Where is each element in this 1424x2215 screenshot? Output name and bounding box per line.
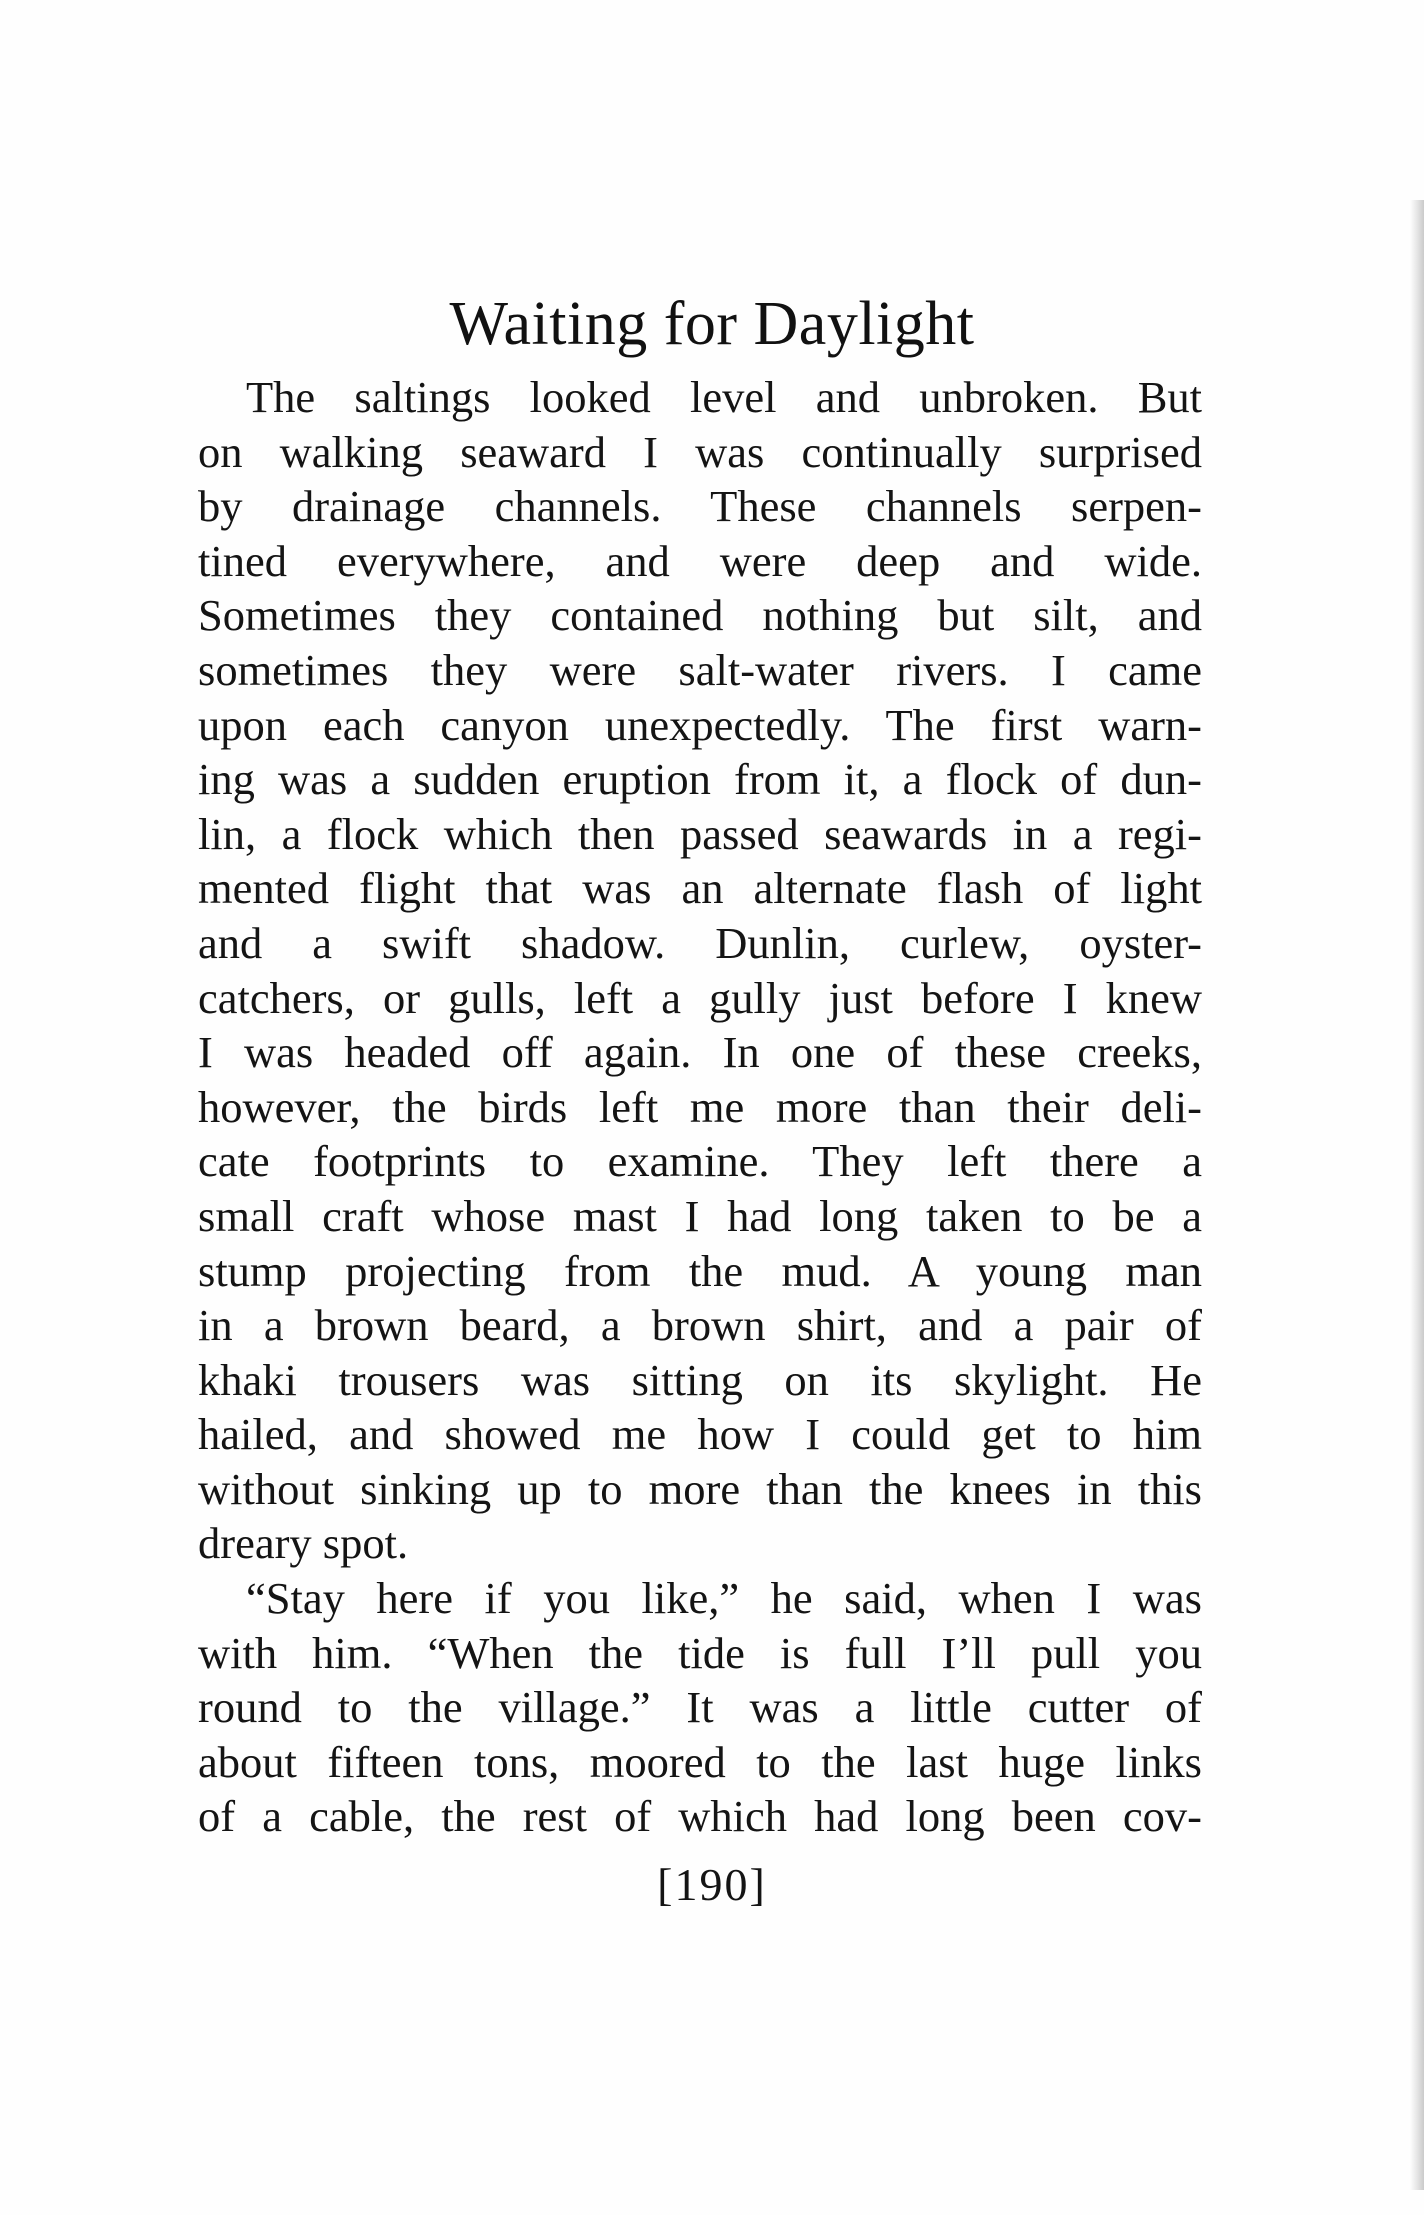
text-line: Sometimes they contained nothing but silt, and [198, 590, 1202, 641]
text-line: cate footprints to examine. They left there a [198, 1136, 1202, 1187]
text-line: and a swift shadow. Dunlin, curlew, oyster- [198, 917, 1202, 968]
text-line: stump projecting from the mud. A young man [198, 1245, 1202, 1296]
text-line: without sinking up to more than the knees in this [198, 1463, 1202, 1514]
body-text [198, 370, 1202, 1844]
text-line: The saltings looked level and unbroken. But [246, 372, 1202, 422]
text-line: lin, a flock which then passed seawards in a regi- [198, 808, 1202, 859]
text-line: on walking seaward I was continually surprised [198, 426, 1202, 477]
text-line: by drainage channels. These channels serpen- [198, 481, 1202, 532]
text-line: small craft whose mast I had long taken to be a [198, 1190, 1202, 1241]
text-line: tined everywhere, and were deep and wide. [198, 535, 1202, 586]
text-line: with him. “When the tide is full I’ll pull you [198, 1627, 1202, 1678]
text-line: sometimes they were salt-water rivers. I came [198, 644, 1202, 695]
text-line: I was headed off again. In one of these creeks, [198, 1027, 1202, 1078]
text-line: round to the village.” It was a little cutter of [198, 1682, 1202, 1733]
page-number: [190] [657, 1859, 767, 1910]
text-line: “Stay here if you like,” he said, when I was [246, 1573, 1202, 1624]
text-line: khaki trousers was sitting on its skylight. He [198, 1354, 1202, 1405]
text-line: hailed, and showed me how I could get to him [198, 1409, 1202, 1460]
text-line: in a brown beard, a brown shirt, and a pair of [198, 1300, 1202, 1351]
text-line: catchers, or gulls, left a gully just before I knew [198, 972, 1202, 1023]
text-line: dreary spot. [198, 1518, 409, 1569]
running-title: Waiting for Daylight [449, 290, 975, 358]
text-line: of a cable, the rest of which had long been cov- [198, 1791, 1202, 1842]
paragraph-1 [198, 370, 1202, 1571]
paragraph-2 [198, 1571, 1202, 1844]
text-line: mented flight that was an alternate flash of light [198, 863, 1202, 914]
text-line: however, the birds left me more than their deli- [198, 1081, 1202, 1132]
text-line: ing was a sudden eruption from it, a flock of dun- [198, 754, 1202, 805]
text-line: about fifteen tons, moored to the last huge links [198, 1736, 1202, 1787]
text-line: upon each canyon unexpectedly. The first warn- [198, 699, 1202, 750]
